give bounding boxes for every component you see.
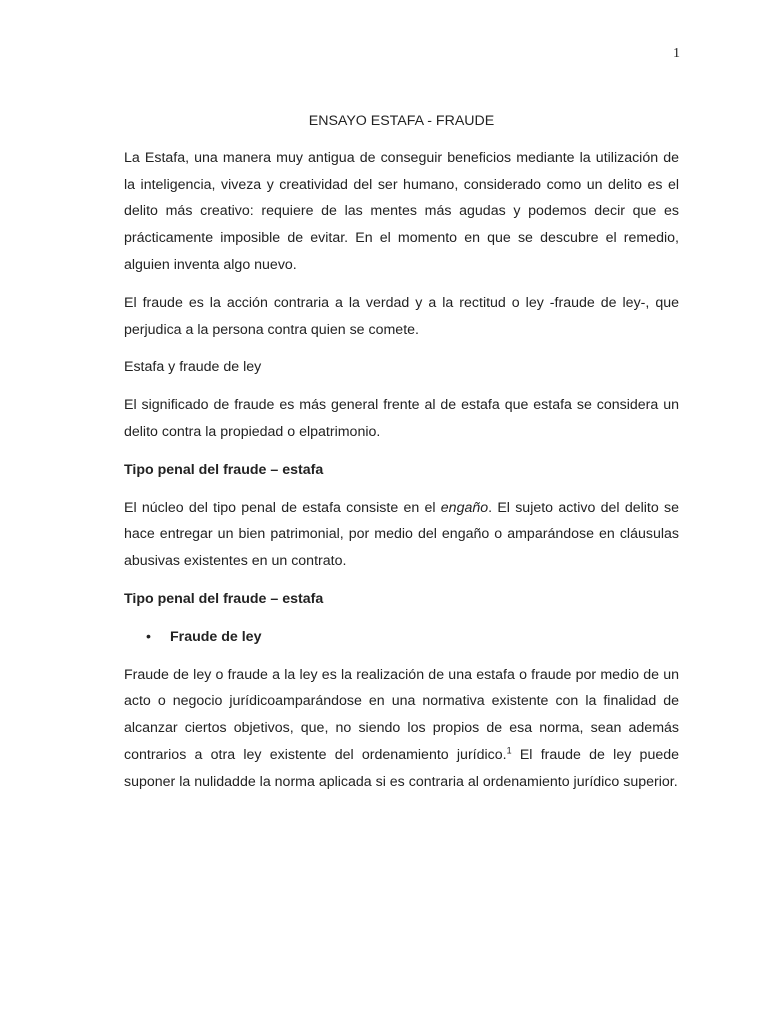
list-item-label: Fraude de ley [170, 628, 262, 645]
nucleo-emphasis: engaño [440, 499, 489, 516]
page-number: 1 [673, 46, 680, 61]
section-heading-tipo-penal-2: Tipo penal del fraude – estafa [124, 590, 324, 607]
bullet-list [124, 624, 679, 651]
bullet-icon: • [146, 628, 151, 645]
paragraph-subtitle: Estafa y fraude de ley [124, 359, 262, 376]
nucleo-text-end: . El sujeto activo del delito se hace entregar un bien patrimonial, por medio del engaño o amparándose en cláusulas abusivas existentes en un contrato. [124, 499, 679, 570]
section-heading-tipo-penal: Tipo penal del fraude – estafa [124, 461, 324, 478]
list-item [124, 624, 679, 651]
nucleo-text-start: El núcleo del tipo penal de estafa consiste en el [124, 499, 441, 516]
document-body [124, 108, 679, 807]
paragraph-intro: La Estafa, una manera muy antigua de conseguir beneficios mediante la utilización de la inteligencia, viveza y creatividad del ser humano, considerado como un delito es el delito más creativo: requiere de las mentes más agudas y podemos decir que es prácticamente imposible de evitar. En el momento en que se descubre el remedio, alguien inventa algo nuevo. [124, 149, 679, 273]
document-title: ENSAYO ESTAFA - FRAUDE [308, 113, 495, 129]
paragraph-fraude-de-ley [124, 662, 679, 796]
paragraph-fraude-definition: El fraude es la acción contraria a la verdad y a la rectitud o ley -fraude de ley-, que perjudica a la persona contra quien se comete. [124, 294, 679, 338]
paragraph-nucleo [124, 495, 679, 575]
fraude-ley-text-start: Fraude de ley o fraude a la ley es la realización de una estafa o fraude por medio de un acto o negocio jurídicoamparándose en una normativa existente con la finalidad de alcanzar ciertos objetivos, que, no siendo los propios de esa norma, sean además contrarios a otra ley existente del ordenamiento jurídico. [124, 666, 679, 763]
paragraph-significado: El significado de fraude es más general frente al de estafa que estafa se considera un delito contra la propiedad o elpatrimonio. [124, 397, 679, 440]
fraude-ley-text-end: El fraude de ley puede suponer la nulidadde la norma aplicada si es contraria al ordenamiento jurídico superior. [124, 746, 680, 790]
footnote-marker[interactable]: 1 [506, 745, 512, 756]
